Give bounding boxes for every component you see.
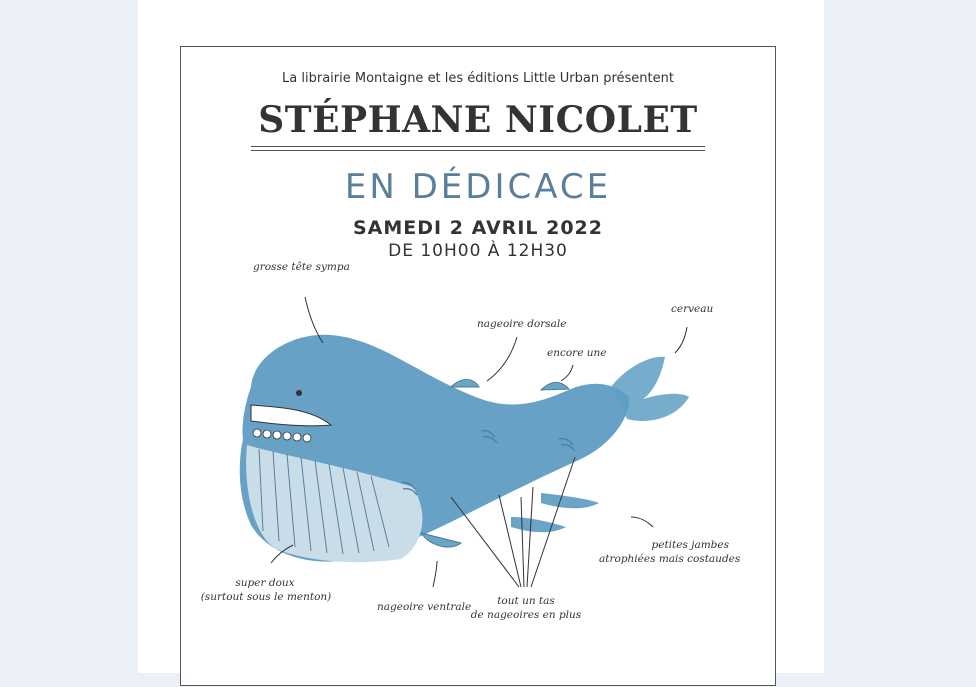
note-many-2: de nageoires en plus [470,609,582,621]
note-legs-1: petites jambes [651,539,729,551]
note-soft-2: (surtout sous le menton) [200,591,332,603]
note-legs-2: atrophiées mais costaudes [599,553,741,565]
event-date: SAMEDI 2 AVRIL 2022 [353,217,603,239]
presenter-line: La librairie Montaigne et les éditions Little Urban présentent [282,71,674,86]
event-poster [180,46,776,686]
note-head: grosse tête sympa [253,261,350,273]
note-ventral: nageoire ventrale [377,601,472,613]
event-hours: DE 10H00 À 12H30 [388,241,568,261]
author-name: STÉPHANE NICOLET [258,99,698,141]
event-title: EN DÉDICACE [344,167,612,207]
note-another: encore une [547,347,607,359]
note-brain: cerveau [671,303,714,315]
note-soft-1: super doux [235,577,295,589]
note-many-1: tout un tas [497,595,555,607]
note-dorsal: nageoire dorsale [477,318,567,330]
